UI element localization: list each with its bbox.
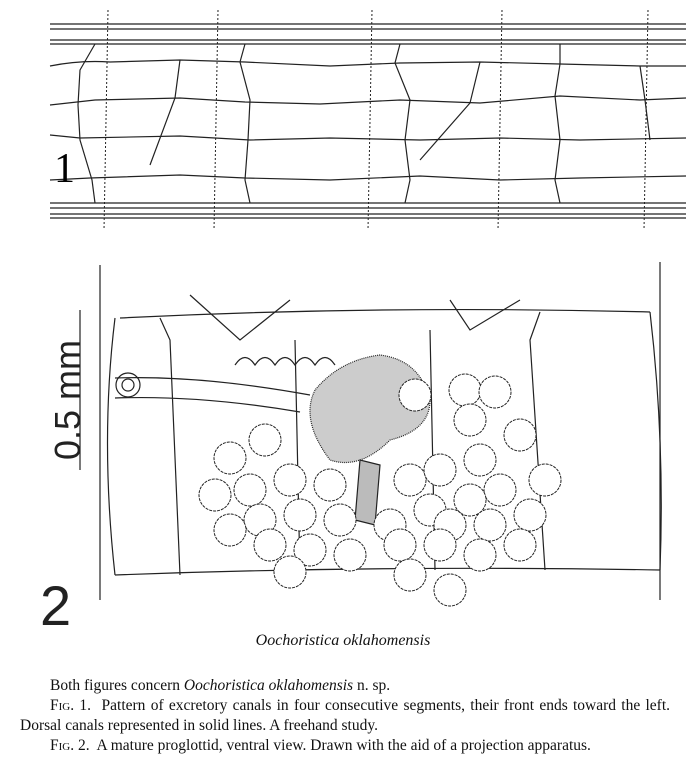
species-title: Oochoristica oklahomensis: [255, 632, 431, 649]
egg-capsule: [214, 442, 246, 474]
caption-fig2-text: A mature proglottid, ventral view. Drawn with the aid of a projection apparatus.: [96, 737, 591, 754]
egg-capsule: [514, 499, 546, 531]
figure-2-label: 2: [40, 574, 72, 630]
egg-capsule: [384, 529, 416, 561]
egg-capsule: [464, 444, 496, 476]
caption-fig2: [20, 736, 670, 756]
egg-capsule: [434, 574, 466, 606]
caption-intro: [20, 676, 670, 696]
egg-capsule: [334, 539, 366, 571]
caption-fig1-text: Pattern of excretory canals in four consecutive segments, their front ends toward the left. Dorsal canals represented in solid lines. A freehand study.: [20, 697, 671, 734]
caption-intro-species: Oochoristica oklahomensis: [183, 677, 354, 694]
egg-capsule: [234, 474, 266, 506]
figure-1-excretory-canals: [50, 10, 686, 230]
egg-capsule: [399, 379, 431, 411]
caption-fig2-label: Fig. 2.: [50, 737, 90, 754]
egg-capsule: [284, 499, 316, 531]
figure-1-label: 1: [54, 146, 75, 192]
egg-capsule: [199, 479, 231, 511]
egg-capsule: [274, 464, 306, 496]
caption-fig1-label: Fig. 1.: [50, 697, 91, 714]
egg-capsule: [274, 556, 306, 588]
egg-capsule: [214, 514, 246, 546]
egg-capsule: [454, 404, 486, 436]
figure-caption: [20, 676, 670, 756]
egg-capsule: [424, 529, 456, 561]
egg-capsule: [314, 469, 346, 501]
egg-capsule: [449, 374, 481, 406]
figure-2-proglottid: [100, 262, 661, 600]
caption-fig1: [20, 696, 670, 736]
caption-intro-prefix: Both figures concern: [50, 677, 180, 694]
egg-capsule: [394, 464, 426, 496]
egg-capsule: [479, 376, 511, 408]
egg-capsule: [464, 539, 496, 571]
egg-capsule: [504, 419, 536, 451]
egg-capsule: [394, 559, 426, 591]
egg-capsule: [324, 504, 356, 536]
egg-capsule: [474, 509, 506, 541]
egg-capsule: [504, 529, 536, 561]
caption-intro-suffix: n. sp.: [356, 677, 391, 694]
scale-bar-label: 0.5 mm: [47, 339, 88, 460]
egg-capsule: [254, 529, 286, 561]
egg-capsule: [249, 424, 281, 456]
egg-capsule: [529, 464, 561, 496]
egg-capsule: [484, 474, 516, 506]
egg-capsule: [424, 454, 456, 486]
